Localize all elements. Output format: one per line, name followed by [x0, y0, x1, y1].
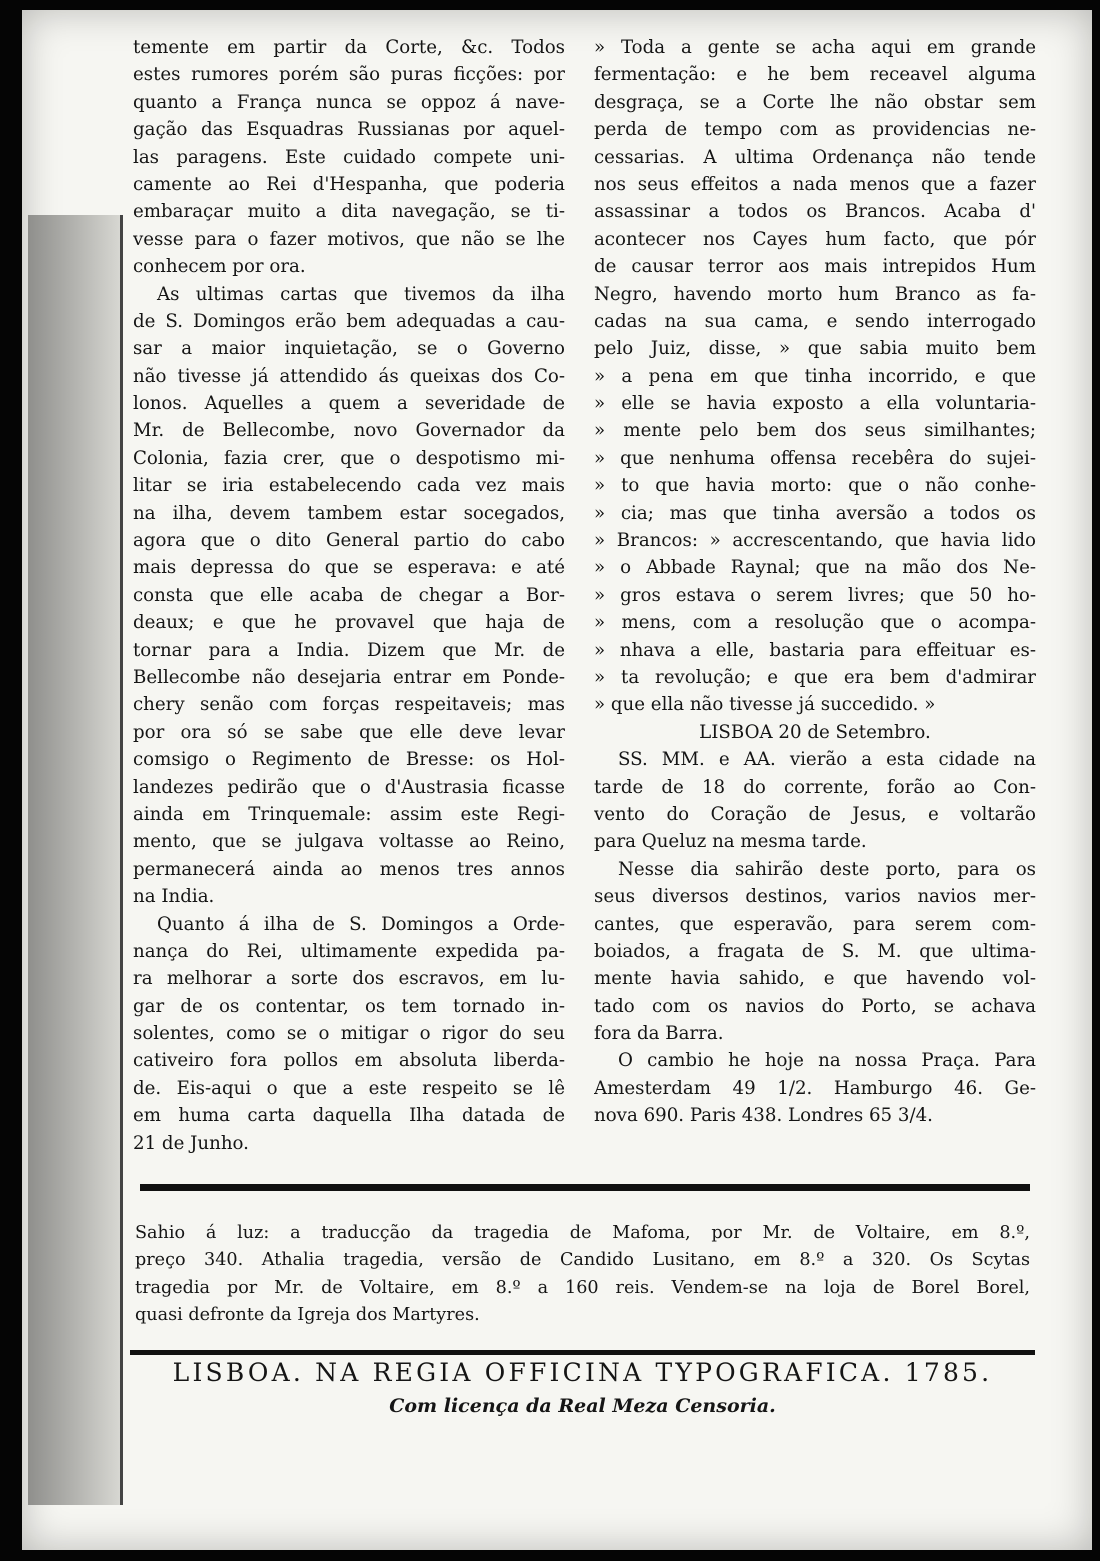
- text-line: de S. Domingos erão bem adequadas a cau-: [133, 310, 565, 332]
- text-line: » elle se havia exposto a ella voluntaria-: [594, 393, 1036, 415]
- text-line: comsigo o Regimento de Bresse: os Hol-: [133, 749, 565, 771]
- notice-line: quasi defronte da Igreja dos Martyres.: [135, 1305, 480, 1326]
- licence-line: Com licença da Real Meza Censoria.: [389, 1395, 776, 1417]
- text-line: tado com os navios do Porto, se achava: [594, 995, 1036, 1017]
- text-line: Bellecombe não desejaria entrar em Ponde-: [133, 666, 565, 688]
- text-line: nança do Rei, ultimamente expedida pa-: [133, 940, 565, 962]
- text-line: ra melhorar a sorte dos escravos, em lu-: [133, 968, 565, 990]
- text-line: » cia; mas que tinha aversão a todos os: [594, 502, 1036, 524]
- separator-rule: [130, 1350, 1035, 1355]
- text-line: temente em partir da Corte, &c. Todos: [133, 37, 565, 58]
- text-line: em huma carta daquella Ilha datada de: [133, 1105, 565, 1127]
- text-line: deaux; e que he provavel que haja de: [133, 612, 565, 634]
- text-line: estes rumores porém são puras ficções: por: [133, 64, 565, 86]
- text-line: » mente pelo bem dos seus similhantes;: [594, 420, 1036, 442]
- text-line: las paragens. Este cuidado compete uni-: [133, 146, 565, 168]
- imprint-line: LISBOA. NA REGIA OFFICINA TYPOGRAFICA. 1785.: [172, 1358, 993, 1387]
- text-line: » o Abbade Raynal; que na mão dos Ne-: [594, 557, 1036, 579]
- text-line: cessarias. A ultima Ordenança não tende: [594, 146, 1036, 168]
- text-line: na India.: [133, 886, 215, 908]
- text-line: gação das Esquadras Russianas por aquel-: [133, 119, 565, 141]
- left-text-column: [133, 34, 565, 1157]
- text-line: perda de tempo com as providencias ne-: [594, 119, 1036, 141]
- text-line: Colonia, fazia crer, que o despotismo mi-: [133, 447, 565, 469]
- text-line: Nesse dia sahirão deste porto, para os: [618, 858, 1036, 880]
- text-line: Negro, havendo morto hum Branco as fa-: [594, 283, 1036, 305]
- text-line: cativeiro fora pollos em absoluta liberda-: [133, 1050, 565, 1072]
- text-line: ainda em Trinquemale: assim este Regi-: [133, 803, 565, 825]
- text-line: agora que o dito General partio do cabo: [133, 530, 565, 552]
- text-line: por ora só se sabe que elle deve levar: [133, 721, 565, 743]
- text-line: » a pena em que tinha incorrido, e que: [594, 365, 1036, 387]
- text-line: » nhava a elle, bastaria para effeituar es-: [594, 639, 1036, 661]
- text-line: SS. MM. e AA. vierão a esta cidade na: [618, 749, 1036, 771]
- text-line: chery senão com forças respeitaveis; mas: [133, 694, 565, 716]
- text-line: camente ao Rei d'Hespanha, que poderia: [133, 173, 565, 195]
- text-line: sar a maior inquietação, se o Governo: [133, 338, 565, 360]
- text-line: de causar terror aos mais intrepidos Hum: [594, 256, 1036, 278]
- text-line: para Queluz na mesma tarde.: [594, 831, 867, 853]
- text-line: Amesterdam 49 1/2. Hamburgo 46. Ge-: [594, 1077, 1036, 1099]
- text-line: nos seus effeitos a nada menos que a fazer: [594, 173, 1036, 195]
- notice-line: tragedia por Mr. de Voltaire, em 8.º a 160 reis. Vendem-se na loja de Borel Borel,: [135, 1277, 1030, 1298]
- text-line: » gros estava o serem livres; que 50 ho-: [594, 584, 1036, 606]
- text-line: quanto a França nunca se oppoz á nave-: [133, 91, 565, 113]
- text-line: tarde de 18 do corrente, forão ao Con-: [594, 776, 1036, 798]
- binding-shadow: [28, 215, 123, 1505]
- text-line: mento, que se julgava voltasse ao Reino,: [133, 831, 565, 853]
- notice-line: Sahio á luz: a traducção da tragedia de Mafoma, por Mr. de Voltaire, em 8.º,: [135, 1223, 1030, 1243]
- text-line: cantes, que esperavão, para serem com-: [594, 913, 1036, 935]
- text-line: de. Eis-aqui o que a este respeito se lê: [133, 1077, 565, 1099]
- text-line: nova 690. Paris 438. Londres 65 3/4.: [594, 1105, 933, 1127]
- text-line: solentes, como se o mitigar o rigor do seu: [133, 1023, 565, 1045]
- text-line: seus diversos destinos, varios navios mer-: [594, 886, 1036, 908]
- text-line: O cambio he hoje na nossa Praça. Para: [618, 1050, 1036, 1072]
- text-line: cadas na sua cama, e sendo interrogado: [594, 310, 1036, 332]
- text-line: » que nenhuma offensa recebêra do sujei-: [594, 447, 1036, 469]
- notice-line: preço 340. Athalia tragedia, versão de Candido Lusitano, em 8.º a 320. Os Scytas: [135, 1250, 1030, 1271]
- text-line: gar de os contentar, os tem tornado in-: [133, 995, 565, 1017]
- text-line: fora da Barra.: [594, 1023, 724, 1045]
- text-line: fermentação: e he bem receavel alguma: [594, 64, 1036, 86]
- text-line: » ta revolução; e que era bem d'admirar: [594, 666, 1036, 688]
- text-line: desgraça, se a Corte lhe não obstar sem: [594, 91, 1036, 113]
- text-line: lonos. Aquelles a quem a severidade de: [133, 393, 565, 415]
- text-line: litar se iria estabelecendo cada vez mais: [133, 475, 565, 497]
- text-line: mais depressa do que se esperava: e até: [133, 557, 565, 579]
- text-line: conhecem por ora.: [133, 256, 306, 278]
- right-text-column: [594, 34, 1036, 1130]
- text-line: » que ella não tivesse já succedido. »: [594, 694, 936, 716]
- text-line: na ilha, devem tambem estar socegados,: [133, 502, 565, 524]
- text-line: Quanto á ilha de S. Domingos a Orde-: [157, 913, 565, 935]
- text-line: As ultimas cartas que tivemos da ilha: [157, 283, 565, 305]
- text-line: » Toda a gente se acha aqui em grande: [594, 37, 1036, 58]
- text-line: embaraçar muito a dita navegação, se ti-: [133, 201, 565, 223]
- text-line: vento do Coração de Jesus, e voltarão: [594, 803, 1036, 825]
- text-line: » Brancos: » accrescentando, que havia lido: [594, 530, 1036, 552]
- text-line: tornar para a India. Dizem que Mr. de: [133, 639, 565, 661]
- book-notice: [135, 1220, 1030, 1330]
- text-line: boiados, a fragata de S. M. que ultima-: [594, 940, 1036, 962]
- text-line: mente havia sahido, e que havendo vol-: [594, 968, 1036, 990]
- text-line: » mens, com a resolução que o acompa-: [594, 612, 1036, 634]
- text-line: » to que havia morto: que o não conhe-: [594, 475, 1036, 497]
- text-line: LISBOA 20 de Setembro.: [699, 721, 931, 743]
- text-line: pelo Juiz, disse, » que sabia muito bem: [594, 338, 1036, 360]
- text-line: landezes pedirão que o d'Austrasia ficasse: [133, 776, 565, 798]
- text-line: assassinar a todos os Brancos. Acaba d': [594, 201, 1036, 223]
- text-line: vesse para o fazer motivos, que não se lhe: [133, 228, 565, 250]
- text-line: consta que elle acaba de chegar a Bor-: [133, 584, 565, 606]
- text-line: 21 de Junho.: [133, 1132, 249, 1154]
- separator-rule: [140, 1184, 1030, 1191]
- text-line: Mr. de Bellecombe, novo Governador da: [133, 420, 565, 442]
- text-line: acontecer nos Cayes hum facto, que pór: [594, 228, 1036, 250]
- text-line: permanecerá ainda ao menos tres annos: [133, 858, 565, 880]
- text-line: não tivesse já attendido ás queixas dos Co-: [133, 365, 565, 387]
